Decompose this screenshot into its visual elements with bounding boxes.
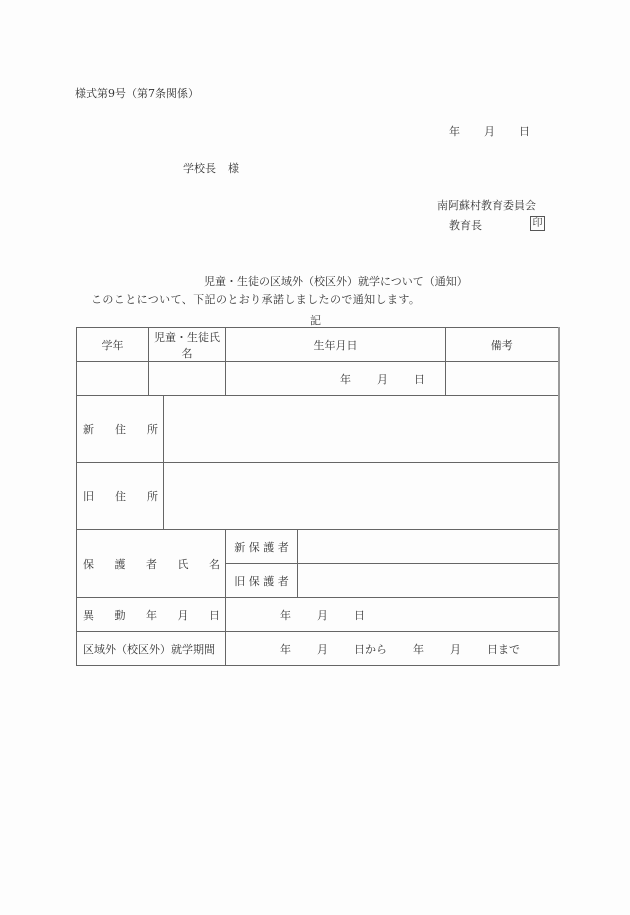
transfer-date-cell[interactable] xyxy=(226,598,559,632)
new-address-cell[interactable] xyxy=(164,396,559,463)
addressee-honorific: 様 xyxy=(228,162,239,175)
old-guardian-label: 旧 保 護 者 xyxy=(226,564,298,598)
addressee-title: 学校長 xyxy=(183,162,216,175)
old-guardian-cell[interactable] xyxy=(298,564,559,598)
transfer-month: 月 xyxy=(317,608,328,622)
new-guardian-cell[interactable] xyxy=(298,530,559,564)
birth-date-cell[interactable] xyxy=(226,362,446,396)
sender-organization: 南阿蘇村教育委員会 xyxy=(437,199,536,212)
new-guardian-label: 新 保 護 者 xyxy=(226,530,298,564)
sender-title: 教育長 xyxy=(449,219,482,232)
remarks-cell[interactable] xyxy=(446,362,559,396)
new-address-label: 新 住 所 xyxy=(77,396,164,463)
header-student-name: 児童・生徒氏名 xyxy=(149,328,226,362)
period-cell[interactable] xyxy=(226,632,559,666)
date-year: 年 xyxy=(449,125,460,138)
transfer-year: 年 xyxy=(280,608,291,622)
birth-year: 年 xyxy=(340,372,351,386)
notification-table xyxy=(76,327,560,666)
issue-date xyxy=(449,123,530,139)
body-text: このことについて、下記のとおり承諾しましたので通知します。 xyxy=(91,293,421,306)
seal-mark: 印 xyxy=(530,216,545,231)
period-to-day: 日まで xyxy=(487,642,520,656)
header-remarks: 備考 xyxy=(446,328,559,362)
birth-month: 月 xyxy=(377,372,388,386)
ki-label: 記 xyxy=(310,314,321,327)
grade-cell[interactable] xyxy=(77,362,149,396)
addressee xyxy=(183,160,239,176)
period-to-month: 月 xyxy=(450,642,461,656)
header-grade: 学年 xyxy=(77,328,149,362)
period-from-day: 日から xyxy=(354,642,387,656)
old-address-cell[interactable] xyxy=(164,463,559,530)
old-address-label: 旧 住 所 xyxy=(77,463,164,530)
birth-day: 日 xyxy=(414,372,425,386)
period-from-year: 年 xyxy=(280,642,291,656)
period-label: 区域外（校区外）就学期間 xyxy=(77,632,226,666)
date-month: 月 xyxy=(484,125,495,138)
form-number: 様式第9号（第7条関係） xyxy=(75,87,199,100)
student-name-cell[interactable] xyxy=(149,362,226,396)
transfer-date-label: 異 動 年 月 日 xyxy=(77,598,226,632)
period-to-year: 年 xyxy=(413,642,424,656)
document-title: 児童・生徒の区域外（校区外）就学について（通知） xyxy=(204,275,468,288)
transfer-day: 日 xyxy=(354,608,365,622)
guardian-name-label: 保 護 者 氏 名 xyxy=(77,530,226,598)
date-day: 日 xyxy=(519,125,530,138)
header-birth-date: 生年月日 xyxy=(226,328,446,362)
period-from-month: 月 xyxy=(317,642,328,656)
